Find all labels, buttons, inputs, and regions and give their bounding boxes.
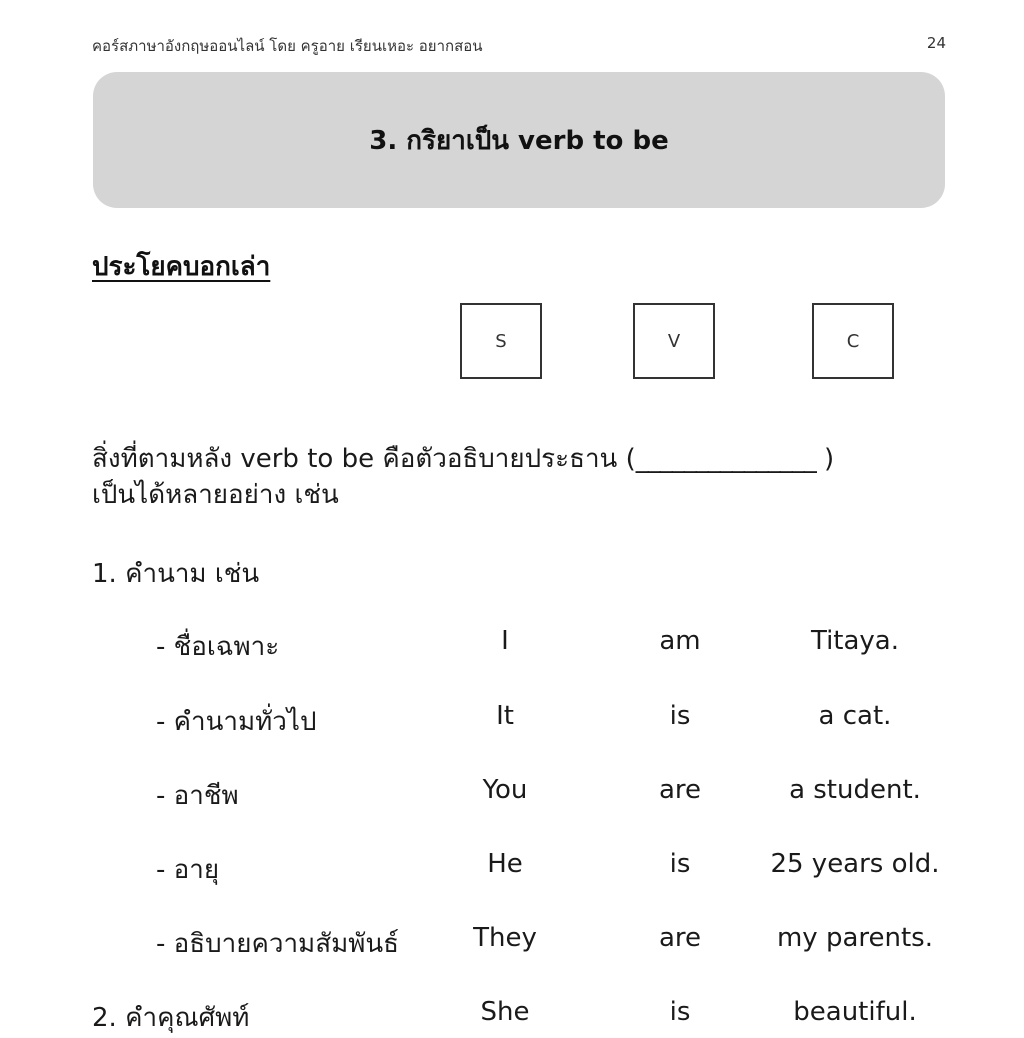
- paragraph-text: สิ่งที่ตามหลัง verb to be คือตัวอธิบายประธาน (: [92, 444, 636, 474]
- row-subject: She: [480, 997, 530, 1027]
- example-row: [0, 849, 1024, 885]
- row-label: - คำนามทั่วไป: [156, 707, 317, 737]
- structure-box-v: V: [633, 303, 715, 379]
- row-complement: Titaya.: [810, 626, 900, 656]
- row-subject: You: [482, 775, 528, 805]
- row-complement: a cat.: [818, 701, 892, 731]
- row-complement: my parents.: [776, 923, 933, 953]
- row-verb: is: [669, 849, 691, 879]
- row-subject: I: [501, 626, 509, 656]
- structure-box-s: S: [460, 303, 542, 379]
- row-complement: beautiful.: [793, 997, 917, 1027]
- row-label: - ชื่อเฉพาะ: [156, 632, 280, 662]
- title-banner: [93, 72, 945, 208]
- row-verb: are: [658, 923, 702, 953]
- row-subject: It: [496, 701, 514, 731]
- section-heading: ประโยคบอกเล่า: [92, 252, 271, 282]
- row-complement: a student.: [789, 775, 921, 805]
- structure-box-c: C: [812, 303, 894, 379]
- fill-in-blank: _______________: [635, 444, 816, 474]
- paragraph-close-paren: ): [815, 444, 835, 474]
- row-verb: is: [669, 997, 691, 1027]
- page-number: 24: [926, 34, 946, 52]
- page-header-title: คอร์สภาษาอังกฤษออนไลน์ โดย ครูอาย เรียนเหอะ อยากสอน: [92, 37, 483, 55]
- banner-title: 3. กริยาเป็น verb to be: [369, 125, 669, 156]
- row-subject: They: [473, 923, 537, 953]
- row-label: - อาชีพ: [156, 781, 239, 811]
- example-row: [0, 923, 1024, 959]
- example-row: [0, 775, 1024, 811]
- row-label: - อายุ: [156, 855, 220, 885]
- explanation-paragraph: [92, 441, 952, 513]
- row-verb: are: [658, 775, 702, 805]
- example-row: [0, 626, 1024, 662]
- row-verb: is: [669, 701, 691, 731]
- example-row: [0, 997, 1024, 1033]
- item1-heading: 1. คำนาม เช่น: [92, 559, 260, 589]
- paragraph-line-1: [92, 441, 952, 477]
- paragraph-line-2: เป็นได้หลายอย่าง เช่น: [92, 480, 339, 510]
- row-subject: He: [487, 849, 523, 879]
- row-verb: am: [659, 626, 701, 656]
- row-label: - อธิบายความสัมพันธ์: [156, 929, 399, 959]
- row-label: 2. คำคุณศัพท์: [92, 1003, 250, 1033]
- row-complement: 25 years old.: [770, 849, 940, 879]
- example-row: [0, 701, 1024, 737]
